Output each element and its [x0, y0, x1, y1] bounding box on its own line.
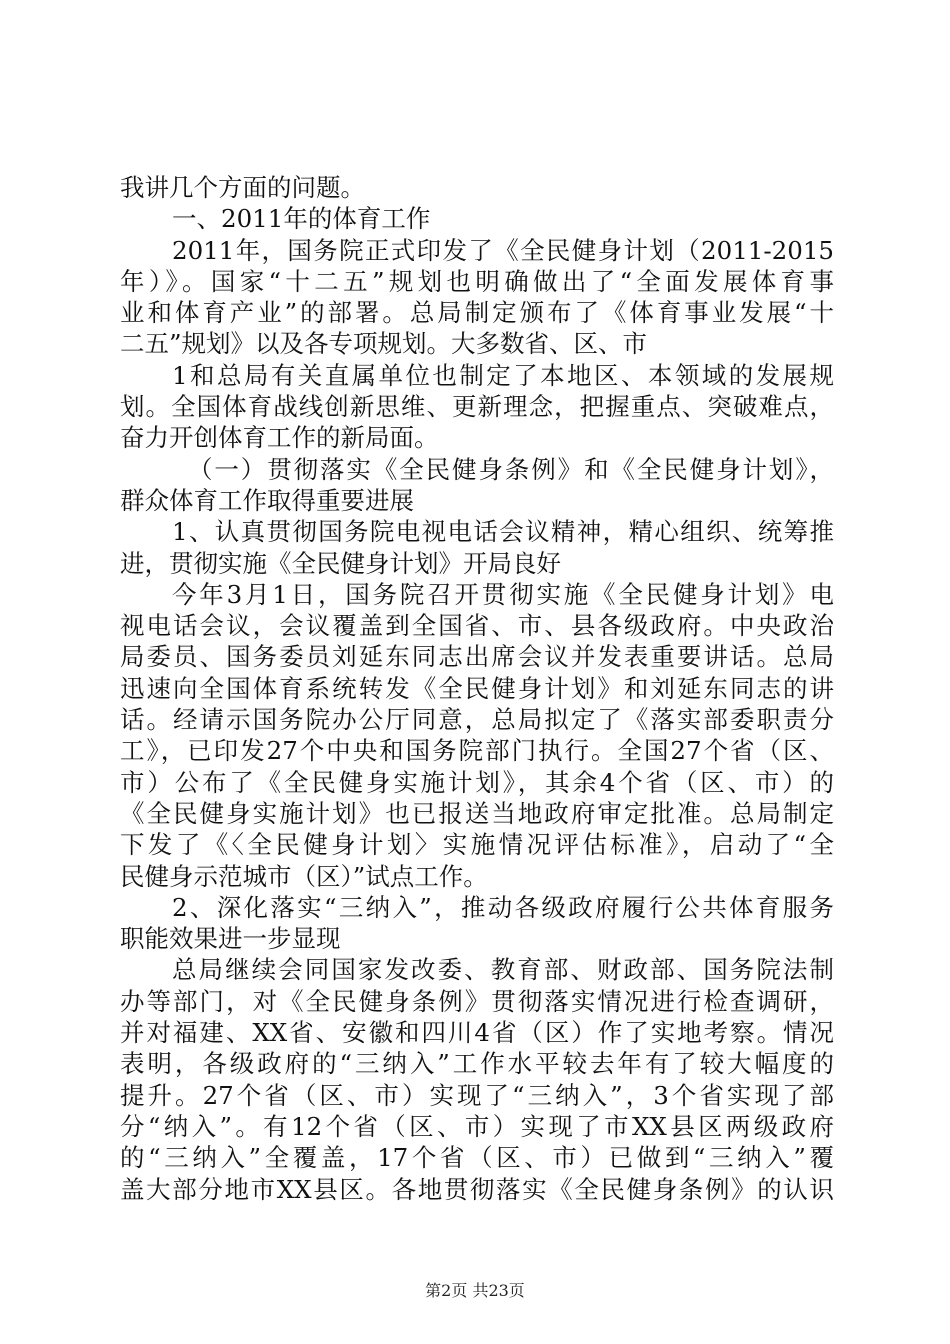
- text-line: 盖大部分地市XX县区。各地贯彻落实《全民健身条例》的认识: [120, 1174, 834, 1204]
- text-line: （一）贯彻落实《全民健身条例》和《全民健身计划》，: [188, 454, 834, 484]
- text-line: 业和体育产业”的部署。总局制定颁布了《体育事业发展“十: [120, 298, 834, 328]
- text-line: 话。经请示国务院办公厅同意，总局拟定了《落实部委职责分: [120, 705, 834, 735]
- text-line: 1和总局有关直属单位也制定了本地区、本领域的发展规: [172, 360, 834, 390]
- text-line: 工》，已印发27个中央和国务院部门执行。全国27个省（区、: [120, 736, 834, 766]
- text-line: 表明，各级政府的“三纳入”工作水平较去年有了较大幅度的: [120, 1049, 834, 1079]
- text-line: 一、2011年的体育工作: [172, 204, 431, 234]
- text-line: 分“纳入”。有12个省（区、市）实现了市XX县区两级政府: [120, 1111, 834, 1141]
- text-line: 《全民健身实施计划》也已报送当地政府审定批准。总局制定: [120, 798, 834, 828]
- text-line: 2、深化落实“三纳入”，推动各级政府履行公共体育服务: [172, 892, 834, 922]
- text-line: 的“三纳入”全覆盖，17个省（区、市）已做到“三纳入”覆: [120, 1143, 834, 1173]
- text-line: 我讲几个方面的问题。: [120, 173, 365, 202]
- text-line: 今年3月1日，国务院召开贯彻实施《全民健身计划》电: [172, 579, 834, 609]
- text-line: 下发了《〈全民健身计划〉实施情况评估标准》，启动了“全: [120, 830, 834, 860]
- text-line: 奋力开创体育工作的新局面。: [120, 423, 439, 453]
- text-line: 办等部门，对《全民健身条例》贯彻落实情况进行检查调研，: [120, 986, 834, 1016]
- text-line: 提升。27个省（区、市）实现了“三纳入”，3个省实现了部: [120, 1080, 834, 1110]
- text-line: 2011年，国务院正式印发了《全民健身计划（2011-2015: [172, 235, 834, 265]
- document-body: [120, 172, 834, 1205]
- text-line: 进，贯彻实施《全民健身计划》开局良好: [120, 548, 561, 578]
- page-number-footer: 第2页 共23页: [425, 1281, 525, 1300]
- text-line: 总局继续会同国家发改委、教育部、财政部、国务院法制: [172, 955, 834, 985]
- text-line: 视电话会议，会议覆盖到全国省、市、县各级政府。中央政治: [120, 611, 834, 641]
- text-line: 1、认真贯彻国务院电视电话会议精神，精心组织、统筹推: [172, 517, 834, 547]
- text-line: 划。全国体育战线创新思维、更新理念，把握重点、突破难点，: [120, 392, 834, 422]
- text-line: 市）公布了《全民健身实施计划》，其余4个省（区、市）的: [120, 767, 834, 797]
- text-line: 迅速向全国体育系统转发《全民健身计划》和刘延东同志的讲: [120, 673, 834, 703]
- text-line: 职能效果进一步显现: [120, 924, 341, 954]
- text-line: 并对福建、XX省、安徽和四川4省（区）作了实地考察。情况: [120, 1018, 834, 1048]
- text-line: 群众体育工作取得重要进展: [120, 485, 414, 515]
- text-line: 二五”规划》以及各专项规划。大多数省、区、市: [120, 329, 648, 359]
- text-line: 局委员、国务委员刘延东同志出席会议并发表重要讲话。总局: [120, 642, 834, 672]
- text-line: 年）》。国家“十二五”规划也明确做出了“全面发展体育事: [120, 266, 834, 296]
- text-line: 民健身示范城市（区）”试点工作。: [120, 861, 488, 891]
